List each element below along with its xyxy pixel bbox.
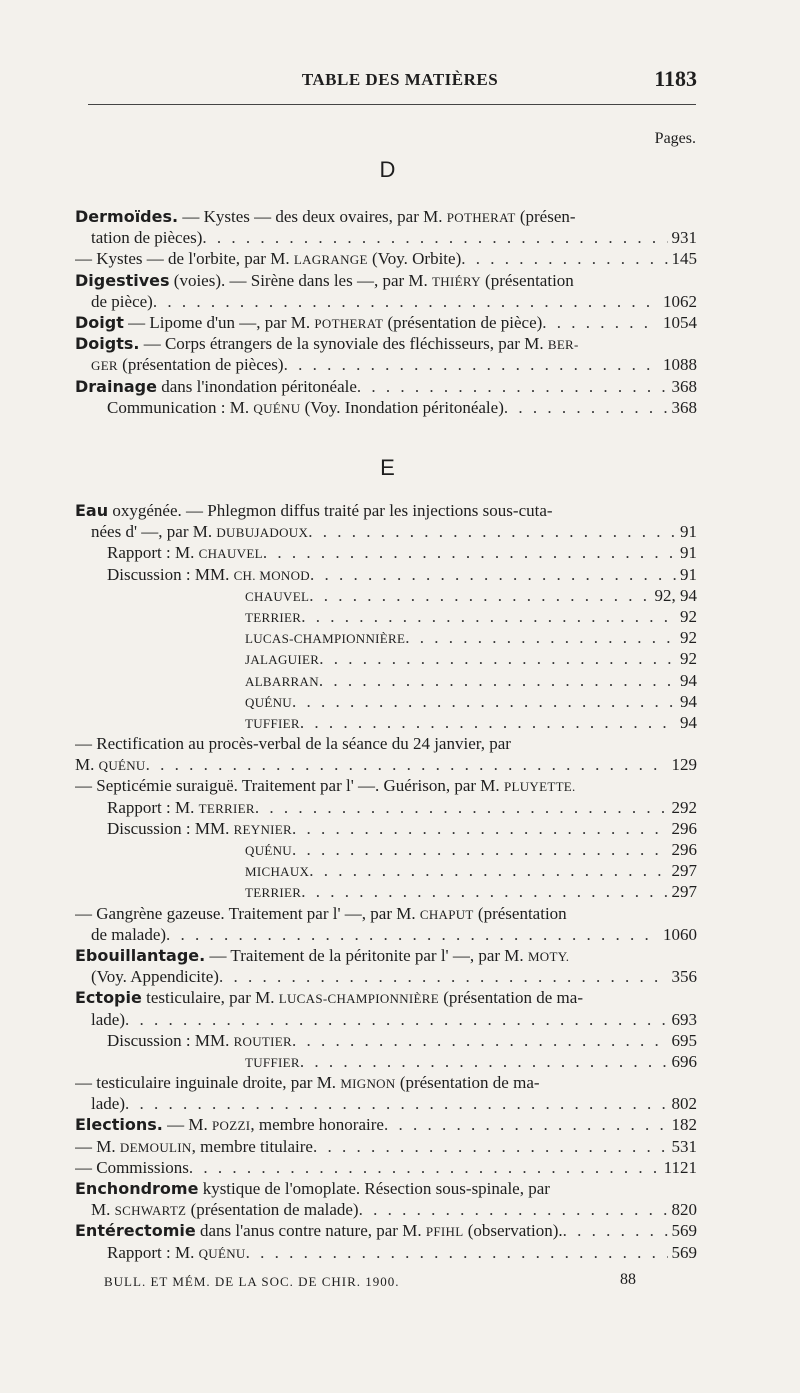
entry-text: [245, 860, 309, 881]
entry-text: [75, 945, 569, 966]
entry-text: [245, 881, 301, 902]
entry-heading: Eau: [75, 501, 109, 520]
dot-leader: [284, 354, 659, 375]
author-name: SCHWARTZ: [114, 1203, 187, 1219]
index-entry: [75, 1220, 697, 1241]
entry-text: [91, 521, 308, 542]
dot-leader: [202, 227, 667, 248]
index-entry: [75, 1093, 697, 1114]
entry-text: [91, 227, 202, 248]
entry-body: oxygénée. — Phlegmon diffus traité par les injections sous-cuta-: [108, 501, 553, 520]
index-entry: [75, 924, 697, 945]
dot-leader: [292, 1030, 667, 1051]
dot-leader: [308, 521, 676, 542]
page-reference: 92: [680, 649, 697, 669]
index-entry: [75, 903, 697, 924]
page-reference: 94: [680, 670, 697, 690]
dot-leader: [246, 1242, 668, 1263]
page-reference: 1060: [663, 924, 697, 944]
page-reference: 356: [671, 967, 697, 987]
page-reference: 931: [671, 228, 697, 248]
entry-body: M.: [91, 1200, 115, 1220]
entry-tail: (présentation de pièces): [117, 355, 284, 375]
entry-body: (Voy. Appendicite): [91, 967, 219, 987]
page-reference: 569: [671, 1221, 697, 1241]
page-reference: 91: [680, 543, 697, 563]
entry-text: [107, 564, 310, 585]
author-name: QUÉNU: [98, 758, 146, 774]
page-reference: 182: [671, 1115, 697, 1135]
entry-body: — Traitement de la péritonite par l' —, par M.: [205, 945, 528, 965]
dot-leader: [301, 881, 667, 902]
author-name: CHAUVEL: [198, 546, 263, 562]
index-entry: [75, 1072, 697, 1093]
index-entry: [75, 1051, 697, 1072]
entry-text: [75, 775, 576, 796]
author-name: QUÉNU: [198, 1245, 246, 1261]
entry-heading: Ebouillantage.: [75, 945, 206, 965]
index-entry: [75, 206, 697, 227]
index-entry: [75, 376, 697, 397]
entry-body: M.: [75, 755, 99, 775]
dot-leader: [384, 1114, 668, 1135]
page-reference: 296: [671, 818, 697, 838]
entry-body: nées d' —, par M.: [91, 522, 217, 542]
author-name: TERRIER: [198, 800, 255, 816]
author-name: BER-: [547, 337, 579, 353]
entry-text: [75, 206, 576, 227]
entry-tail: (présen-: [515, 207, 576, 226]
entry-body: dans l'anus contre nature, par M.: [195, 1221, 426, 1241]
dot-leader: [255, 797, 668, 818]
entry-text: [75, 1220, 563, 1241]
dot-leader: [153, 291, 659, 312]
author-name: POTHERAT: [314, 315, 384, 331]
entry-body: dans l'inondation péritonéale: [156, 376, 357, 396]
page-reference: 296: [671, 840, 697, 859]
index-entry: [75, 670, 697, 691]
entry-text: [107, 1030, 292, 1051]
dot-leader: [300, 712, 676, 733]
entry-heading: Doigt: [75, 312, 124, 332]
author-name: DUBUJADOUX: [216, 525, 309, 541]
author-name: POTHERAT: [446, 210, 516, 225]
author-name: GER: [91, 358, 118, 374]
index-entry: [75, 754, 697, 775]
entry-body: tation de pièces): [91, 228, 203, 248]
index-entry: [75, 627, 697, 648]
author-name: MICHAUX: [245, 864, 310, 880]
dot-leader: [125, 1009, 668, 1030]
section-letter-d: D: [379, 157, 396, 182]
entry-text: [245, 606, 301, 627]
page-reference: 695: [671, 1030, 697, 1050]
entry-tail: (observation).: [463, 1221, 563, 1241]
page-reference: 145: [671, 249, 697, 269]
header-rule: [88, 104, 696, 105]
entry-body: testiculaire, par M.: [141, 988, 279, 1008]
page-reference: 91: [680, 522, 697, 542]
dot-leader: [263, 542, 676, 563]
entry-body: — Gangrène gazeuse. Traitement par l' —, par M.: [75, 903, 420, 923]
author-name: QUÉNU: [245, 843, 292, 858]
dot-leader: [461, 248, 667, 269]
page-number: 1183: [654, 66, 697, 91]
index-entry: [75, 248, 697, 269]
index-entry: [75, 797, 697, 818]
entry-text: [75, 248, 461, 269]
author-name: ALBARRAN: [245, 673, 319, 689]
index-entry: [75, 1136, 697, 1157]
entry-body: — Corps étrangers de la synoviale des fléchisseurs, par M.: [139, 334, 548, 354]
footer-citation: BULL. ET MÉM. DE LA SOC. DE CHIR. 1900.: [104, 1274, 400, 1289]
index-entry: [75, 227, 697, 248]
index-entry: [75, 860, 697, 881]
entry-text: [107, 797, 255, 818]
entry-text: [75, 987, 583, 1008]
index-entry: [75, 881, 697, 902]
entry-text: [75, 312, 542, 333]
dot-leader: [319, 670, 676, 691]
author-name: LAGRANGE: [293, 252, 368, 268]
entry-body: de malade): [91, 924, 167, 944]
entry-tail: , membre titulaire: [191, 1136, 313, 1156]
entry-tail: , membre honoraire: [250, 1115, 384, 1135]
entry-body: de pièce): [91, 291, 153, 311]
entry-text: [245, 648, 319, 669]
page-reference: 297: [671, 861, 697, 881]
entry-body: Rapport : M.: [107, 543, 199, 563]
entry-text: [245, 585, 309, 606]
dot-leader: [309, 585, 650, 606]
dot-leader: [563, 1220, 668, 1241]
entry-body: lade): [91, 1009, 125, 1029]
entry-tail: (présentation: [480, 270, 574, 290]
entry-tail: (présentation de ma-: [439, 988, 583, 1008]
entry-text: [91, 1009, 125, 1030]
entry-tail: (présentation de malade): [186, 1200, 359, 1220]
index-entry: [75, 1030, 697, 1051]
author-name: CH. MONOD: [233, 567, 310, 583]
index-entry: [75, 606, 697, 627]
entry-text: [75, 500, 553, 521]
page-reference: 92: [680, 628, 697, 648]
entry-heading: Drainage: [75, 376, 157, 396]
author-name: CHAUVEL: [245, 588, 310, 604]
author-name: POZZI: [212, 1118, 251, 1134]
author-name: MIGNON: [340, 1076, 396, 1092]
page-reference: 1054: [663, 312, 697, 332]
entry-text: [75, 333, 579, 354]
index-entry: [75, 648, 697, 669]
entry-text: [75, 1157, 189, 1178]
entry-body: — testiculaire inguinale droite, par M.: [75, 1073, 341, 1093]
index-entry: [75, 691, 697, 712]
index-entry: [75, 733, 697, 754]
entry-text: [245, 1051, 300, 1072]
page-reference: 368: [671, 376, 697, 396]
dot-leader: [504, 397, 668, 418]
page-reference: 292: [671, 797, 697, 817]
index-entry: [75, 966, 697, 987]
index-entry: [75, 397, 697, 418]
entry-body: — Septicémie suraiguë. Traitement par l' —. Guérison, par M.: [75, 776, 504, 796]
dot-leader: [146, 754, 668, 775]
index-entry: [75, 1199, 697, 1220]
entry-text: [107, 397, 504, 418]
index-entry: [75, 775, 697, 796]
entry-heading: Ectopie: [75, 988, 142, 1008]
entry-body: Discussion : MM.: [107, 1030, 234, 1050]
author-name: LUCAS-CHAMPIONNIÈRE: [245, 631, 406, 647]
dot-leader: [292, 691, 676, 712]
page-reference: 91: [680, 564, 697, 584]
entry-text: [91, 291, 153, 312]
index-entry: [75, 987, 697, 1008]
author-name: CHAPUT: [419, 906, 474, 922]
entry-heading: Enchondrome: [75, 1179, 199, 1198]
entry-text: [75, 376, 357, 397]
entry-text: [245, 627, 405, 648]
entry-text: [75, 1072, 540, 1093]
index-entry: [75, 312, 697, 333]
author-name: PFIHL: [425, 1224, 464, 1240]
entry-text: [75, 1178, 550, 1199]
author-name: QUÉNU: [245, 694, 292, 710]
index-entry: [75, 1242, 697, 1263]
entry-body: Discussion : MM.: [107, 564, 234, 584]
author-name: TUFFIER: [245, 715, 300, 731]
index-entry: [75, 1157, 697, 1178]
signature-number: 88: [620, 1271, 636, 1288]
index-entry: [75, 818, 697, 839]
dot-leader: [300, 1051, 668, 1072]
index-entry: [75, 945, 697, 966]
dot-leader: [292, 839, 668, 860]
dot-leader: [310, 564, 676, 585]
section-e-entries: [75, 500, 697, 1263]
entry-text: [91, 1199, 359, 1220]
page-reference: 129: [671, 755, 697, 775]
entry-text: [107, 818, 292, 839]
entry-body: (voies). — Sirène dans les —, par M.: [169, 270, 433, 290]
dot-leader: [357, 376, 668, 397]
running-title: TABLE DES MATIÈRES: [301, 70, 499, 89]
page-reference: 1088: [663, 355, 697, 375]
index-entry: [75, 354, 697, 375]
page-reference: 94: [680, 712, 697, 732]
entry-heading: Dermoïdes.: [75, 207, 179, 226]
author-name: DEMOULIN: [119, 1139, 192, 1155]
entry-text: [75, 270, 574, 291]
section-letter-e: E: [380, 455, 395, 480]
page-reference: 1121: [663, 1157, 697, 1177]
entry-text: [75, 903, 567, 924]
author-name: ROUTIER: [233, 1033, 293, 1049]
entry-body: — Kystes — des deux ovaires, par M.: [178, 207, 447, 226]
page-reference: 297: [671, 882, 697, 902]
entry-text: [75, 1114, 384, 1135]
index-entry: [75, 1178, 697, 1199]
author-name: MOTY.: [527, 948, 570, 964]
author-name: TERRIER: [245, 885, 302, 901]
section-d-entries: [75, 206, 697, 418]
entry-body: Rapport : M.: [107, 797, 199, 817]
page-reference: 531: [671, 1136, 697, 1156]
dot-leader: [319, 648, 676, 669]
dot-leader: [301, 606, 676, 627]
index-entry: [75, 333, 697, 354]
author-name: PLUYETTE.: [503, 779, 576, 795]
index-entry: [75, 585, 697, 606]
entry-body: — Rectification au procès-verbal de la séance du 24 janvier, par: [75, 734, 511, 754]
dot-leader: [359, 1199, 668, 1220]
entry-text: [91, 1093, 125, 1114]
entry-body: kystique de l'omoplate. Résection sous-spinale, par: [198, 1179, 550, 1198]
entry-heading: Elections.: [75, 1115, 163, 1135]
entry-text: [245, 712, 300, 733]
dot-leader: [219, 966, 668, 987]
entry-tail: (Voy. Orbite): [367, 249, 462, 269]
dot-leader: [292, 818, 667, 839]
entry-text: [75, 754, 146, 775]
author-name: REYNIER: [233, 821, 293, 837]
entry-body: — Commissions: [75, 1157, 189, 1177]
dot-leader: [405, 627, 676, 648]
entry-heading: Digestives: [75, 270, 170, 290]
pages-column-label: Pages.: [654, 130, 696, 147]
entry-text: [245, 670, 319, 691]
entry-text: [91, 354, 284, 375]
dot-leader: [309, 860, 667, 881]
entry-body: lade): [91, 1094, 125, 1114]
author-name: LUCAS-CHAMPIONNIÈRE: [278, 991, 440, 1007]
entry-heading: Doigts.: [75, 334, 140, 354]
index-entry: [75, 500, 697, 521]
page-reference: 696: [671, 1051, 697, 1071]
author-name: TERRIER: [245, 609, 302, 625]
author-name: TUFFIER: [245, 1054, 300, 1070]
page-reference: 569: [671, 1242, 697, 1262]
entry-text: [91, 966, 219, 987]
entry-body: — M.: [75, 1136, 120, 1156]
entry-body: — M.: [162, 1115, 212, 1135]
entry-tail: (présentation de pièce): [383, 312, 543, 332]
dot-leader: [125, 1093, 668, 1114]
page-reference: 92, 94: [654, 585, 697, 605]
entry-body: — Lipome d'un —, par M.: [123, 312, 315, 332]
index-entry: [75, 1009, 697, 1030]
index-entry: [75, 839, 697, 860]
entry-body: Rapport : M.: [107, 1242, 199, 1262]
page-reference: 693: [671, 1009, 697, 1029]
entry-body: — Kystes — de l'orbite, par M.: [75, 249, 294, 269]
dot-leader: [542, 312, 659, 333]
page-reference: 802: [671, 1094, 697, 1114]
page-reference: 820: [671, 1200, 697, 1220]
page-reference: 92: [680, 606, 697, 626]
dot-leader: [313, 1136, 668, 1157]
index-entry: [75, 270, 697, 291]
page-reference: 94: [680, 691, 697, 711]
index-entry: [75, 291, 697, 312]
entry-text: [107, 542, 263, 563]
entry-tail: (présentation: [473, 903, 567, 923]
entry-body: Communication : M.: [107, 397, 254, 417]
index-entry: [75, 564, 697, 585]
index-entry: [75, 712, 697, 733]
entry-text: [91, 924, 166, 945]
entry-tail: (présentation de ma-: [395, 1073, 540, 1093]
dot-leader: [189, 1157, 660, 1178]
page-reference: 368: [671, 397, 697, 417]
entry-text: [75, 733, 511, 754]
author-name: JALAGUIER: [245, 652, 320, 668]
page-reference: 1062: [663, 291, 697, 311]
entry-body: Discussion : MM.: [107, 818, 234, 838]
entry-text: [75, 1136, 313, 1157]
entry-text: [107, 1242, 246, 1263]
entry-text: [245, 839, 292, 860]
entry-heading: Entérectomie: [75, 1221, 196, 1241]
index-entry: [75, 1114, 697, 1135]
entry-text: [245, 691, 292, 712]
entry-tail: (Voy. Inondation péritonéale): [300, 397, 504, 417]
author-name: QUÉNU: [253, 400, 301, 416]
index-entry: [75, 521, 697, 542]
dot-leader: [166, 924, 659, 945]
author-name: THIÉRY: [432, 273, 481, 289]
index-entry: [75, 542, 697, 563]
